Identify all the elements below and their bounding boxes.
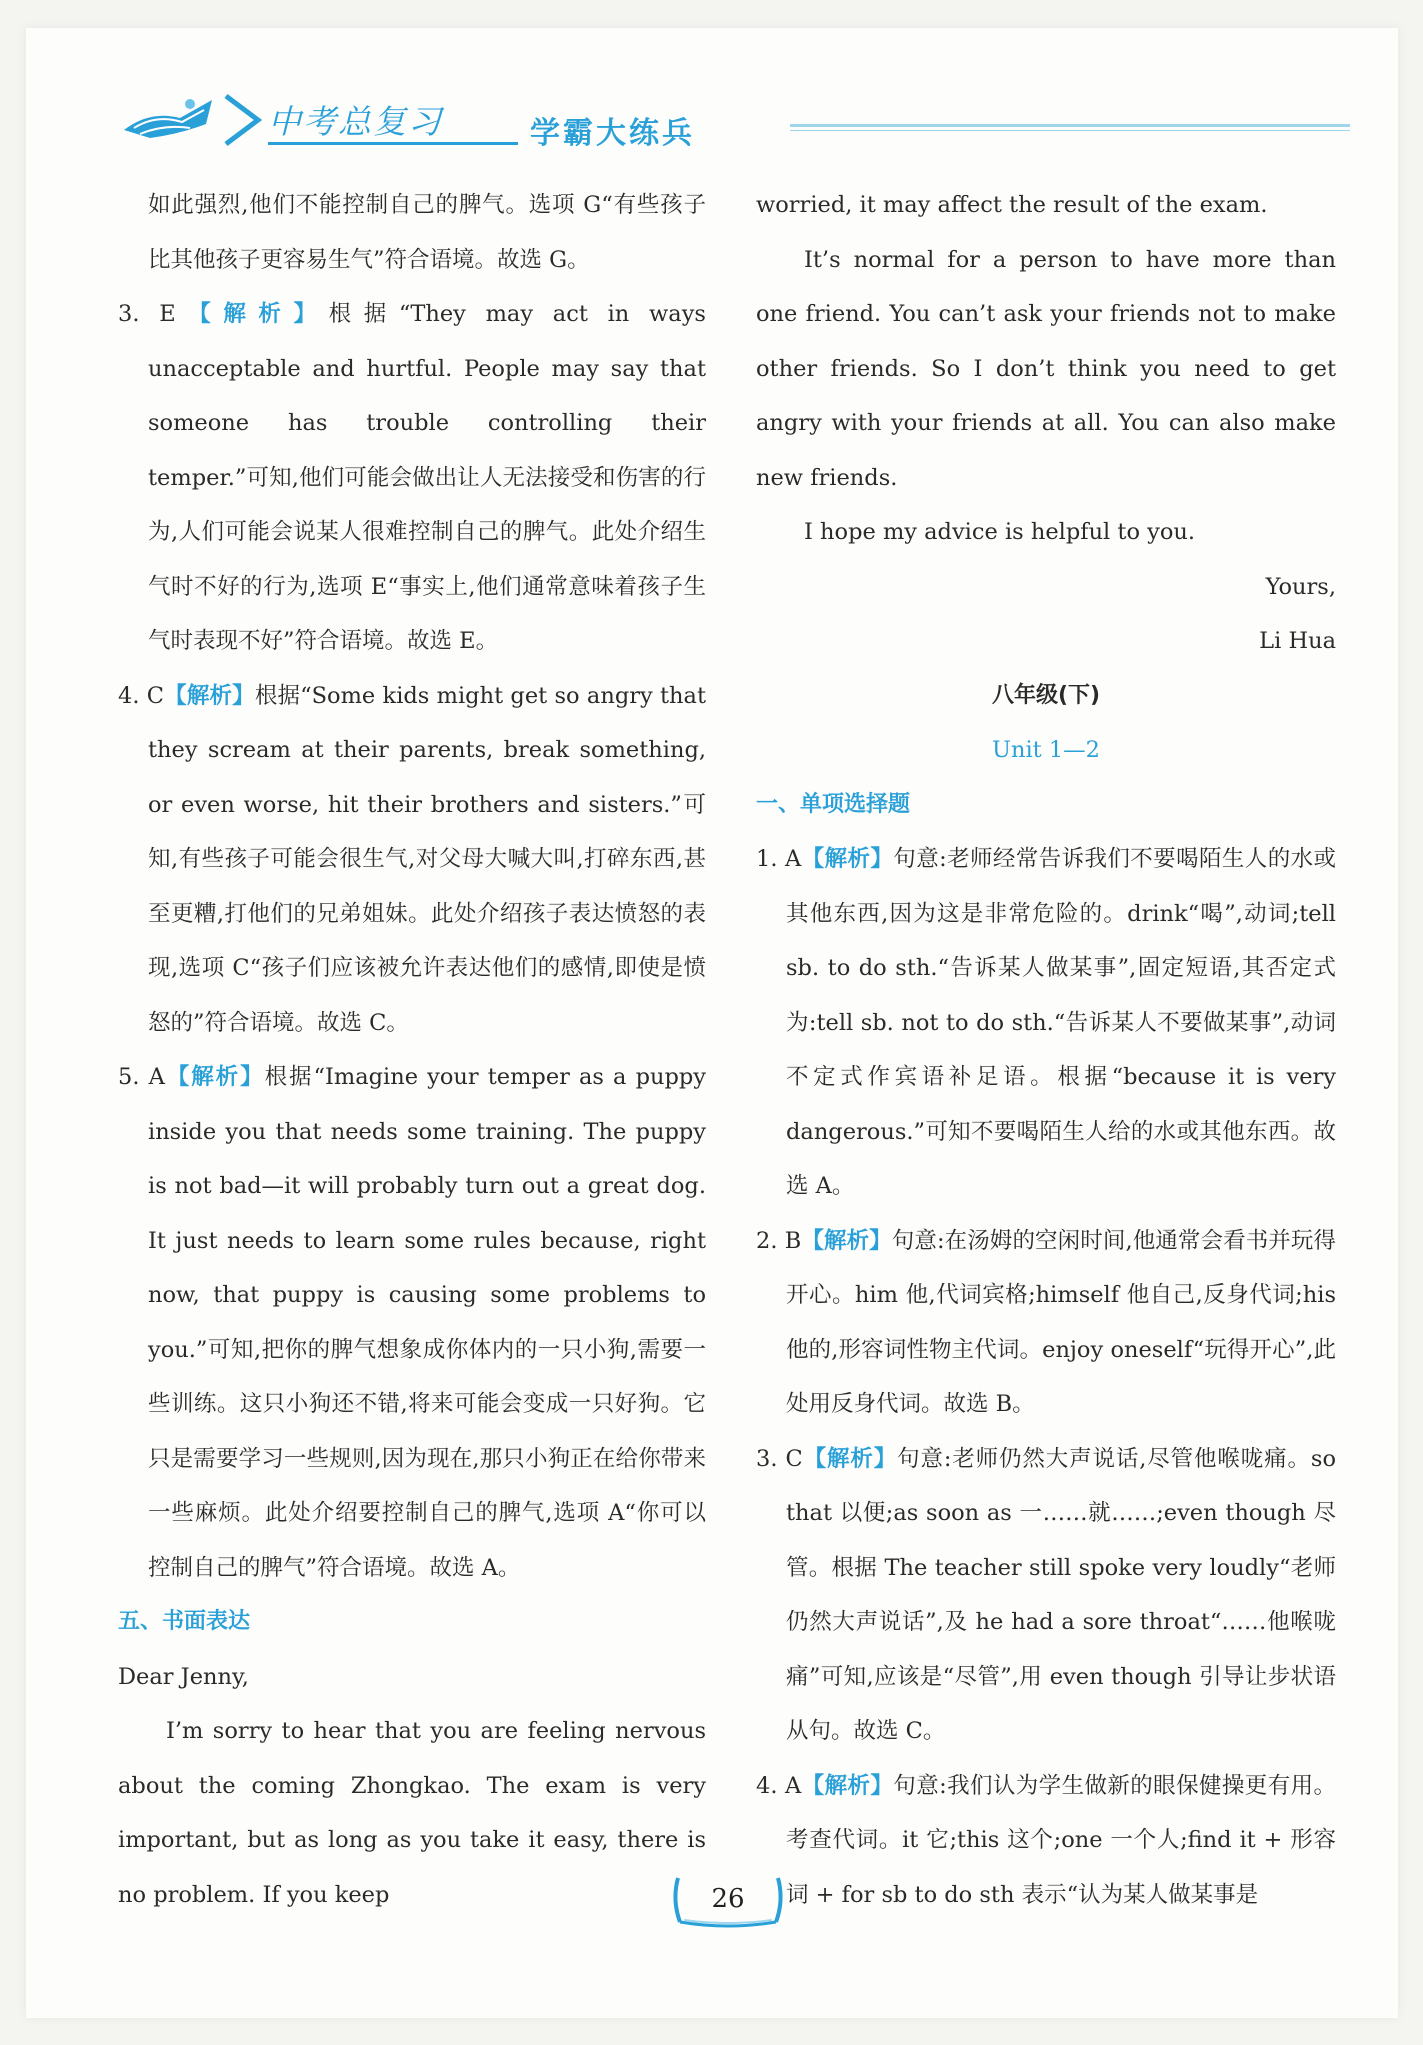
analysis-tag: 【解析】: [164, 1064, 265, 1090]
item-number: 1. A: [756, 846, 802, 872]
answer-item-3: [118, 287, 706, 669]
item-text: 句意:我们认为学生做新的眼保健操更有用。考查代词。it 它;this 这个;one 一个人;find it + 形容词 + for sb to do sth 表示“认为某人做某事是: [786, 1772, 1336, 1908]
analysis-tag: 【解析】: [164, 682, 255, 709]
letter-paragraph-3: I hope my advice is helpful to you.: [804, 519, 1196, 545]
analysis-tag: 【解析】: [175, 301, 329, 327]
item-text: 根据“Some kids might get so angry that they scream at their parents, break something, or even worse, hit their brothers and sisters.”可知,有些孩子可能会很生气,对父母大喊大叫,打碎东西,甚至更糟,打他们的兄弟姐妹。此处介绍孩子表达愤怒的表现,选项 C“孩子们应该被允许表达他们的感情,即使是愤怒的”符合语境。故选 C。: [148, 682, 706, 1036]
page-header: [120, 88, 1350, 158]
chevron-right-icon: [220, 92, 266, 148]
header-rule-thin: [790, 130, 1350, 131]
book-logo-icon: [120, 90, 216, 144]
unit-heading: Unit 1—2: [992, 737, 1100, 763]
letter-closing: Yours,: [1265, 573, 1336, 600]
header-underline: [268, 142, 518, 145]
section-heading-writing: 五、书面表达: [118, 1609, 251, 1634]
item-number: 4. A: [756, 1772, 802, 1799]
letter-signature: Li Hua: [1259, 628, 1336, 654]
answer-item-5: [118, 1050, 706, 1595]
letter-greeting: Dear Jenny,: [118, 1663, 249, 1690]
header-subtitle: 学霸大练兵: [530, 116, 695, 151]
item-text: 句意:老师仍然大声说话,尽管他喉咙痛。so that 以便;as soon as 一……就……;even though 尽管。根据 The teacher still spoke very loudly“老师仍然大声说话”,及 he had a sore throat“……他喉咙痛”可知,应该是“尽管”,用 even though 引导让步状语从句。故选 C。: [786, 1445, 1336, 1744]
item-text: 句意:老师经常告诉我们不要喝陌生人的水或其他东西,因为这是非常危险的。drink“喝”,动词;tell sb. to do sth.“告诉某人做某事”,固定短语,其否定式为:tell sb. not to do sth.“告诉某人不要做某事”,动词不定式作宾语补足语。根据“because it is very dangerous.”可知不要喝陌生人给的水或其他东西。故选 A。: [786, 846, 1336, 1199]
header-title: 中考总复习: [268, 102, 443, 141]
paragraph-continued: 如此强烈,他们不能控制自己的脾气。选项 G“有些孩子比其他孩子更容易生气”符合语境。故选 G。: [148, 192, 706, 273]
left-column: [118, 178, 706, 1922]
analysis-tag: 【解析】: [801, 846, 894, 872]
page-number: 26: [711, 1884, 745, 1914]
letter-paragraph-1-continued: worried, it may affect the result of the exam.: [756, 192, 1268, 218]
item-number: 4. C: [118, 682, 164, 709]
letter-paragraph-2: It’s normal for a person to have more than one friend. You can’t ask your friends not to make other friends. So I don’t think you need to get angry with your friends at all. You can also make new friends.: [756, 246, 1336, 491]
answer-item-2: [756, 1214, 1336, 1432]
answer-item-3-choice: [756, 1432, 1336, 1759]
item-text: 句意:在汤姆的空闲时间,他通常会看书并玩得开心。him 他,代词宾格;himself 他自己,反身代词;his 他的,形容词性物主代词。enjoy oneself“玩得开心”,此处用反身代词。故选 B。: [786, 1227, 1336, 1417]
item-number: 3. E: [118, 301, 176, 327]
analysis-tag: 【解析】: [801, 1772, 894, 1799]
analysis-tag: 【解析】: [801, 1227, 892, 1254]
answer-item-1: [756, 832, 1336, 1214]
page-number-badge: [668, 1870, 788, 1930]
right-column: [756, 178, 1336, 1922]
answer-item-4-choice: [756, 1759, 1336, 1923]
analysis-tag: 【解析】: [802, 1445, 898, 1472]
item-text: 根据“Imagine your temper as a puppy inside you that needs some training. The puppy is not bad—it will probably turn out a great dog. It just needs to learn some rules because, right now, that puppy is causing some problems to you.”可知,把你的脾气想象成你体内的一只小狗,需要一些训练。这只小狗还不错,将来可能会变成一只好狗。它只是需要学习一些规则,因为现在,那只小狗正在给你带来一些麻烦。此处介绍要控制自己的脾气,选项 A“你可以控制自己的脾气”符合语境。故选 A。: [148, 1064, 706, 1581]
item-text: 根据“They may act in ways unacceptable and hurtful. People may say that someone has trouble controlling their temper.”可知,他们可能会做出让人无法接受和伤害的行为,人们可能会说某人很难控制自己的脾气。此处介绍生气时不好的行为,选项 E“事实上,他们通常意味着孩子生气时表现不好”符合语境。故选 E。: [148, 301, 706, 654]
section-heading-choice: 一、单项选择题: [756, 791, 911, 817]
answer-item-4: [118, 669, 706, 1051]
item-number: 2. B: [756, 1227, 802, 1254]
letter-paragraph-1: I’m sorry to hear that you are feeling nervous about the coming Zhongkao. The exam is very important, but as long as you take it easy, there is no problem. If you keep: [118, 1718, 706, 1908]
item-number: 3. C: [756, 1445, 803, 1472]
item-number: 5. A: [118, 1064, 165, 1090]
header-rule: [790, 124, 1350, 127]
grade-heading: 八年级(下): [991, 682, 1101, 708]
